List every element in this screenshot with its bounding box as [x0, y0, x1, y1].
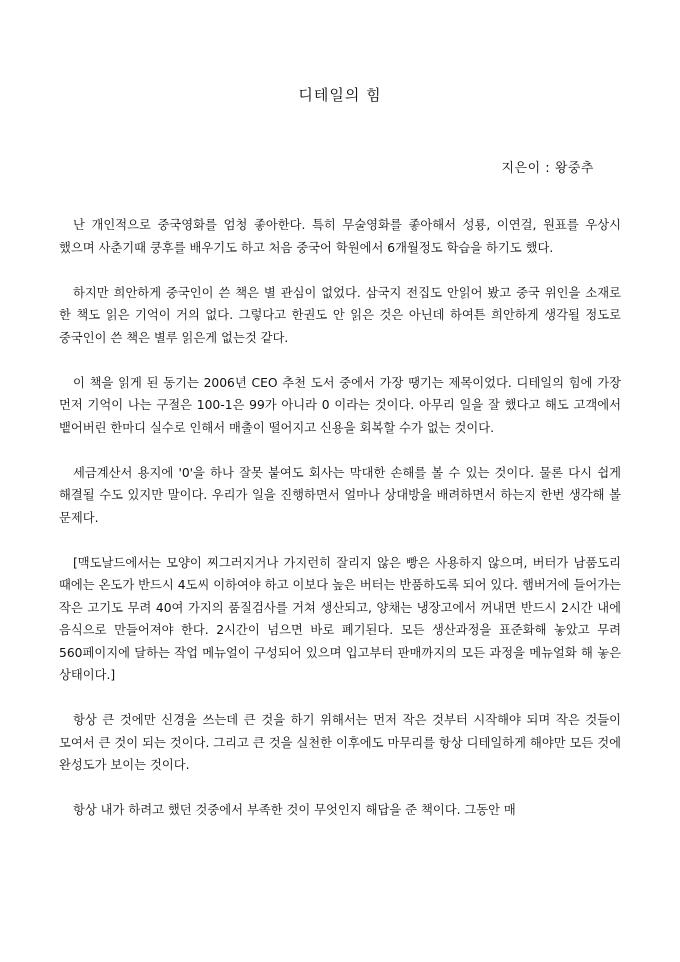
paragraph-6: 항상 큰 것에만 신경을 쓰는데 큰 것을 하기 위해서는 먼저 작은 것부터 시작해야 되며 작은 것들이 모여서 큰 것이 되는 것이다. 그리고 큰 것을 실천한 이후에도 마무리를 항상 디테일하게 해야만 모든 것에 완성도가 보이는 것이다.	[59, 713, 621, 772]
paragraph-4: 세금계산서 용지에 '0'을 하나 잘못 붙여도 회사는 막대한 손해를 볼 수 있는 것이다. 물론 다시 쉽게 해결될 수도 있지만 말이다. 우리가 일을 진행하면서 얼마나 상대방을 배려하면서 하는지 한번 생각해 볼 문제다.	[59, 465, 621, 525]
document-title: 디테일의 힘	[298, 86, 382, 104]
author-line: 지은이 : 왕중추	[501, 161, 594, 176]
paragraph-5: [맥도날드에서는 모양이 찌그러지거나 가지런히 잘리지 않은 빵은 사용하지 않으며, 버터가 남품도리 때에는 온도가 반드시 4도씨 이하여야 하고 이보다 높은 버터는 반품하도록 되어 있다. 햄버거에 들어가는 작은 고기도 무려 40여 가지의 품질검사를 거쳐 생산되고, 양채는 냉장고에서 꺼내면 반드시 2시간 내에 음식으로 만들어져야 한다. 2시간이 넘으면 바로 폐기된다. 모든 생산과정을 표준화해 놓았고 무려 560페이지에 달하는 작업 메뉴얼이 구성되어 있으며 입고부터 판매까지의 모든 과정을 메뉴얼화 해 놓은 상태이다.]	[59, 555, 621, 682]
paragraph-2: 하지만 희안하게 중국인이 쓴 책은 별 관심이 없었다. 삼국지 전집도 안읽어 봤고 중국 위인을 소재로 한 책도 읽은 기억이 거의 없다. 그렇다고 한권도 안 읽은 것은 아닌데 하여튼 희안하게 생각될 정도로 중국인이 쓴 책은 별루 읽은게 없는것 같다.	[59, 285, 621, 345]
paragraph-3: 이 책을 읽게 된 동기는 2006년 CEO 추천 도서 중에서 가장 땡기는 제목이었다. 디테일의 힘에 가장 먼저 기억이 나는 구절은 100-1은 99가 아니라 0 이라는 것이다. 아무리 일을 잘 했다고 해도 고객에서 뱉어버린 한마디 실수로 인해서 매출이 떨어지고 신용을 회복할 수가 없는 것이다.	[59, 375, 621, 435]
document-body	[59, 214, 621, 844]
paragraph-7: 항상 내가 하려고 했던 것중에서 부족한 것이 무엇인지 해답을 준 책이다. 그동안 매	[73, 803, 516, 817]
paragraph-1: 난 개인적으로 중국영화를 엄청 좋아한다. 특히 무술영화를 좋아해서 성룡, 이연걸, 원표를 우상시 했으며 사춘기때 쿵후를 배우기도 하고 처음 중국어 학원에서 6개월정도 학습을 하기도 했다.	[59, 218, 621, 255]
